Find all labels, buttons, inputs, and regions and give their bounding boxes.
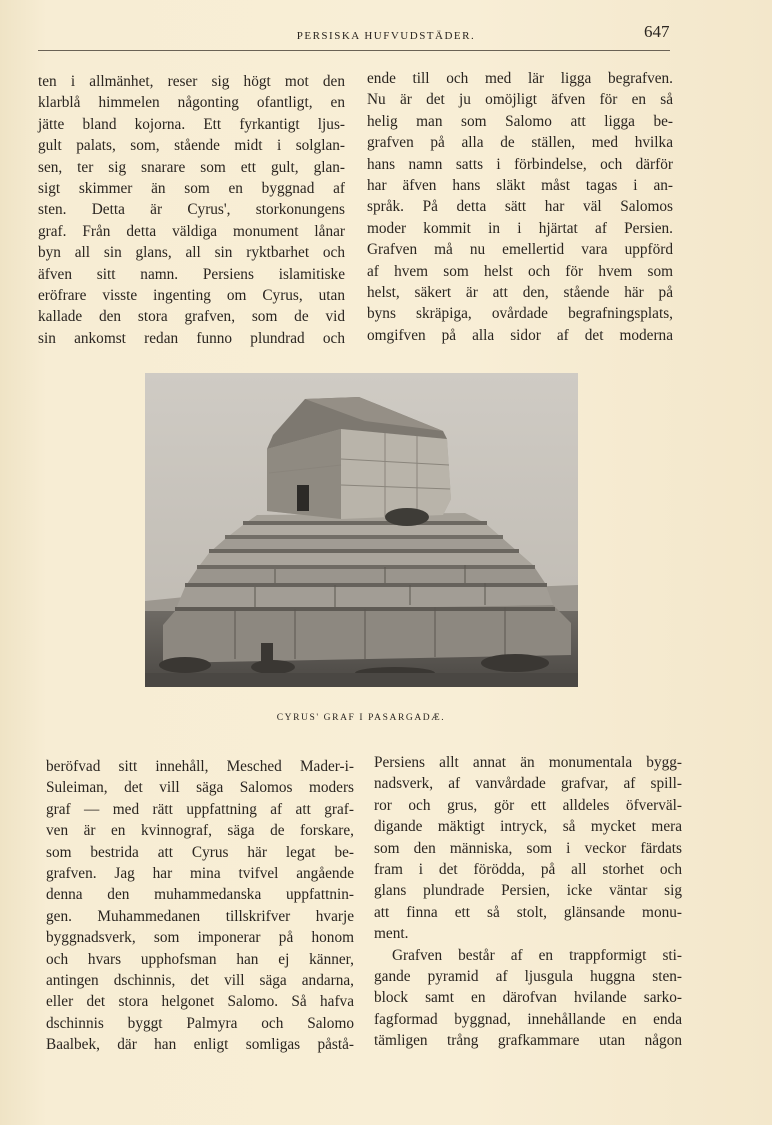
text-line: sten. Detta är Cyrus', storkonungens xyxy=(38,201,345,219)
text-line: byggnadsverk, som imponerar på honom xyxy=(46,929,354,947)
text-line: helst, säkert är att den, stående här på xyxy=(367,283,673,301)
text-line: dschinnis byggt Palmyra och Salomo xyxy=(46,1014,354,1032)
page-number: 647 xyxy=(644,22,670,41)
text-line: som bestrida att Cyrus här legat be- xyxy=(46,843,354,861)
text-line: att finna ett så stolt, glänsande monu- xyxy=(374,903,682,921)
text-line: byn all sin glans, all sin ryktbarhet och xyxy=(38,244,345,262)
text-line: eller det stora helgonet Salomo. Så hafva xyxy=(46,993,354,1011)
text-line: graf. Från detta väldiga monument lånar xyxy=(38,222,345,240)
text-line: grafven. Jag har mina tvifvel angående xyxy=(46,864,354,882)
text-line: jätte bland kojorna. Ett fyrkantigt ljus- xyxy=(38,115,345,133)
text-line: Suleiman, det vill säga Salomos moders xyxy=(46,779,354,797)
text-line: Persiens allt annat än monumentala bygg- xyxy=(374,754,682,771)
text-line: sin ankomst redan funno plundrad och xyxy=(38,329,345,347)
text-line: språk. På detta sätt har väl Salomos xyxy=(367,198,673,216)
header-rule xyxy=(38,50,670,51)
text-line: sigt skimmer än som en byggnad af xyxy=(38,179,345,197)
text-line: Grafven består af en trappformigt sti- xyxy=(392,946,682,964)
text-line: beröfvad sitt innehåll, Mesched Mader-i- xyxy=(46,758,354,775)
text-column-bottom-left xyxy=(46,756,354,1055)
text-line: hans namn satts i förbindelse, och därför xyxy=(367,155,673,173)
text-line: Nu är det ju omöjligt äfven för en så xyxy=(367,91,673,109)
text-line: tämligen trång grafkammare utan någon xyxy=(374,1032,682,1050)
text-line: antingen dschinnis, det vill säga andarna, xyxy=(46,971,354,989)
text-line: digande mäktigt intryck, så mycket mera xyxy=(374,818,682,836)
text-line: Baalbek, där han enligt somligas påstå- xyxy=(46,1036,354,1054)
text-line: af hvem som helst och för hvem som xyxy=(367,262,673,280)
text-line: ror och grus, gör ett alldeles öfverväl- xyxy=(374,796,682,814)
text-line: eröfrare visste ingenting om Cyrus, utan xyxy=(38,286,345,304)
text-line: ment. xyxy=(374,925,409,943)
text-line: äfven sitt namn. Persiens islamitiske xyxy=(38,265,345,283)
text-column-top-right xyxy=(367,68,673,346)
text-line: graf — med rätt uppfattning af att graf- xyxy=(46,800,354,818)
text-line: gult palats, som, stående midt i solglan- xyxy=(38,137,345,155)
text-line: gande pyramid af ljusgula huggna sten- xyxy=(374,967,682,985)
text-line: glans plundrade Persien, icke väntar sig xyxy=(374,882,682,900)
text-line: som den människa, som i veckor färdats xyxy=(374,839,682,857)
text-line: fagformad byggnad, innehållande en enda xyxy=(374,1010,682,1028)
text-column-bottom-right xyxy=(374,752,682,1051)
text-line: moder kommit in i hjärtat af Persien. xyxy=(367,219,673,237)
text-line: block samt en därofvan hvilande sarko- xyxy=(374,989,682,1007)
text-line: ende till och med lär ligga begrafven. xyxy=(367,70,673,87)
text-line: kallade den stora grafven, som de vid xyxy=(38,308,345,326)
text-line: sen, ter sig snarare som ett gult, glan- xyxy=(38,158,345,176)
text-line: och hvars upphofsman han ej känner, xyxy=(46,950,354,968)
tomb-photograph xyxy=(145,373,578,687)
text-line: denna den muhammedanska uppfattnin- xyxy=(46,886,354,904)
text-line: omgifven på alla sidor af det moderna xyxy=(367,326,673,344)
text-line: ten i allmänhet, reser sig högt mot den xyxy=(38,73,345,90)
text-line: gen. Muhammedanen tillskrifver hvarje xyxy=(46,907,354,925)
text-line: grafven på alla de ställen, med hvilka xyxy=(367,134,673,152)
text-line: har äfven hans släkt måst tagas i an- xyxy=(367,176,673,194)
text-line: ven är en kvinnograf, säga de forskare, xyxy=(46,822,354,840)
text-line: klarblå himmelen någonting ofantligt, en xyxy=(38,94,345,112)
text-line: fram i det förödda, på all storhet och xyxy=(374,860,682,878)
text-column-top-left xyxy=(38,71,345,349)
text-line: nadsverk, af vanvårdade grafvar, af spill- xyxy=(374,775,682,793)
text-line: Grafven må nu emellertid vara uppförd xyxy=(367,241,673,259)
running-head: PERSISKA HUFVUDSTÄDER. xyxy=(296,30,476,42)
text-line: byns skräpiga, ovårdade begrafningsplats, xyxy=(367,305,673,323)
text-line: helig man som Salomo att ligga be- xyxy=(367,112,673,130)
figure-caption: CYRUS' GRAF I PASARGADÆ. xyxy=(276,713,446,723)
